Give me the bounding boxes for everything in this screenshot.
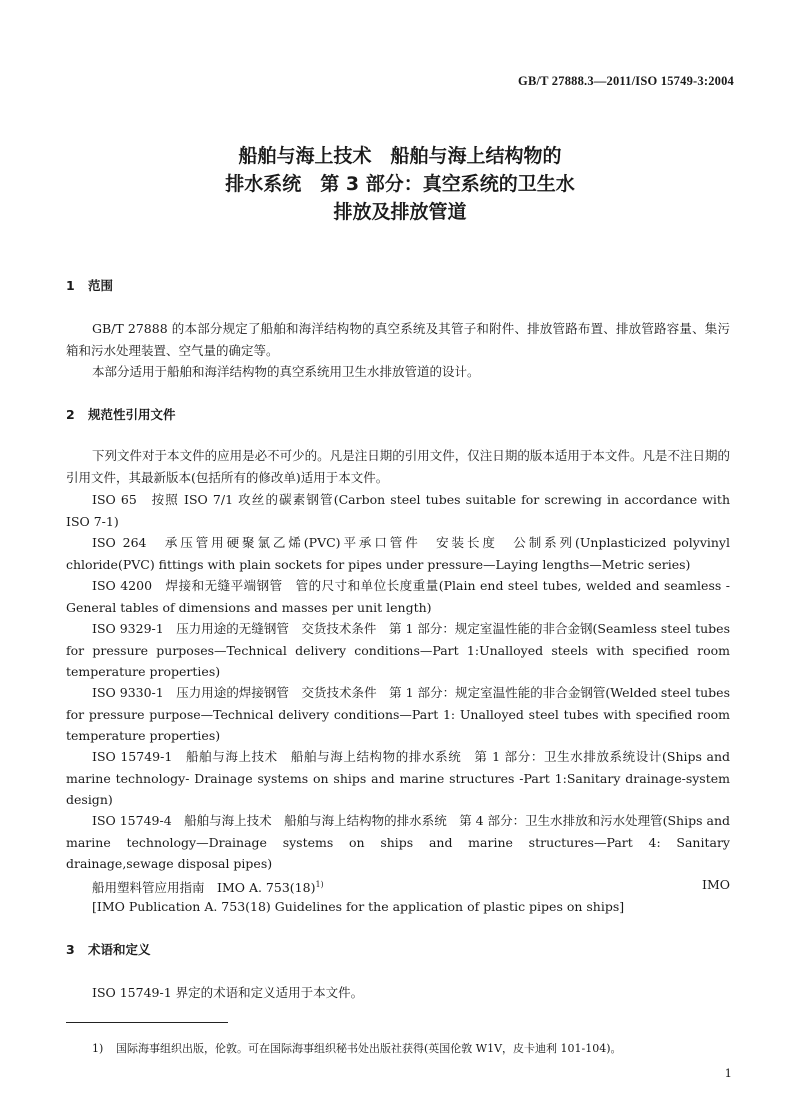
- reference-entry: ISO 264 承压管用硬聚氯乙烯(PVC)平承口管件 安装长度 公制系列(Unplasticized polyvinyl chloride(PVC) fittings with plain sockets for pipes under pressure—Laying lengths—Metric series): [66, 535, 730, 572]
- page-number: 1: [724, 1066, 732, 1080]
- terms-paragraph: ISO 15749-1 界定的术语和定义适用于本文件。: [92, 985, 364, 1000]
- section-number: 1: [66, 278, 75, 293]
- standard-number: GB/T 27888.3—2011/ISO 15749-3:2004: [518, 74, 734, 88]
- scope-paragraph-2: 本部分适用于船舶和海洋结构物的真空系统用卫生水排放管道的设计。: [92, 364, 480, 379]
- reference-entry: ISO 9330-1 压力用途的焊接钢管 交货技术条件 第 1 部分：规定室温性能的非合金钢管(Welded steel tubes for pressure purpose—Technical delivery conditions—Part 1: Unalloyed steel tubes with specified room temperature properties): [66, 685, 730, 743]
- reference-entry: ISO 15749-4 船舶与海上技术 船舶与海上结构物的排水系统 第 4 部分：卫生水排放和污水处理管(Ships and marine technology—Drainage systems on ships and marine structures—Part 4: Sanitary drainage,sewage disposal pipes): [66, 813, 730, 871]
- section-1-heading: [66, 276, 113, 294]
- footnote-marker: 1): [315, 880, 324, 889]
- reference-entry: ISO 65 按照 ISO 7/1 攻丝的碳素钢管(Carbon steel tubes suitable for screwing in accordance with ISO 7-1): [66, 492, 730, 529]
- footnote-divider: [66, 1022, 228, 1023]
- footnote: [92, 1040, 622, 1056]
- section-title: 术语和定义: [88, 942, 151, 957]
- reference-entry: ISO 4200 焊接和无缝平端钢管 管的尺寸和单位长度重量(Plain end steel tubes, welded and seamless -General tables of dimensions and masses per unit length): [66, 578, 730, 615]
- section-number: 3: [66, 942, 75, 957]
- section-3-heading: [66, 940, 151, 958]
- scope-paragraph-1: GB/T 27888 的本部分规定了船舶和海洋结构物的真空系统及其管子和附件、排放管路布置、排放管路容量、集污箱和污水处理装置、空气量的确定等。: [66, 321, 730, 358]
- title-line-1: 船舶与海上技术 船舶与海上结构物的: [238, 145, 562, 167]
- section-title: 范围: [88, 278, 114, 293]
- normative-intro: 下列文件对于本文件的应用是必不可少的。凡是注日期的引用文件，仅注日期的版本适用于本文件。凡是不注日期的引用文件，其最新版本(包括所有的修改单)适用于本文件。: [66, 448, 730, 485]
- document-title: [0, 142, 800, 226]
- imo-publisher: IMO: [702, 877, 730, 892]
- imo-reference: [92, 874, 730, 899]
- footnote-text: 国际海事组织出版，伦敦。可在国际海事组织秘书处出版社获得(英国伦敦 W1V，皮卡迪利 101-104)。: [116, 1042, 622, 1055]
- title-line-3: 排放及排放管道: [333, 201, 467, 223]
- footnote-number: 1): [92, 1042, 104, 1055]
- reference-entry: ISO 9329-1 压力用途的无缝钢管 交货技术条件 第 1 部分：规定室温性能的非合金钢(Seamless steel tubes for pressure purposes—Technical delivery conditions—Part 1:Unalloyed steels with specified room temperature properties): [66, 621, 730, 679]
- reference-entry: ISO 15749-1 船舶与海上技术 船舶与海上结构物的排水系统 第 1 部分：卫生水排放系统设计(Ships and marine technology- Drainage systems on ships and marine structures -Part 1:Sanitary drainage-system design): [66, 749, 730, 807]
- imo-reference-title: 船用塑料管应用指南 IMO A. 753(18): [92, 880, 316, 896]
- imo-reference-english: [IMO Publication A. 753(18) Guidelines for the application of plastic pipes on ships]: [92, 899, 625, 914]
- title-line-2: 排水系统 第 3 部分：真空系统的卫生水: [225, 173, 575, 195]
- section-title: 规范性引用文件: [88, 407, 176, 422]
- section-number: 2: [66, 407, 75, 422]
- section-2-heading: [66, 405, 176, 423]
